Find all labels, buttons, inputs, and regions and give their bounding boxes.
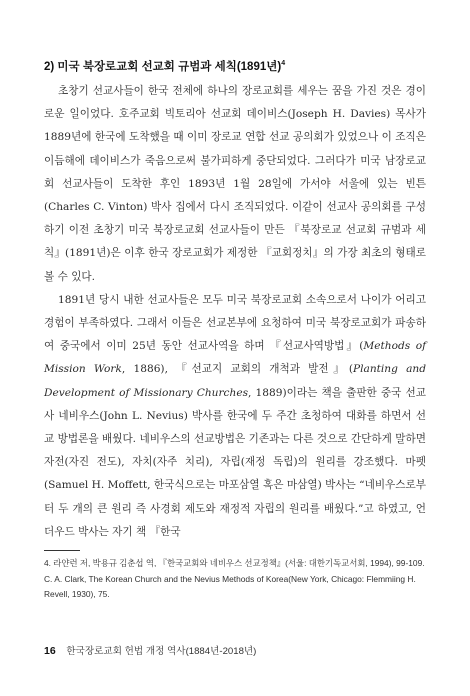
page-number: 16 [44, 645, 56, 657]
body-text [44, 80, 426, 544]
paragraph-text: , 1889)이라는 책을 출판한 중국 선교사 네비우스(John L. Nevius) 박사를 한국에 두 주간 초청하여 대화를 하면서 선교 방법론을 배웠다. 네비우스의 선교방법은 기존과는 다른 것으로 간단하게 말하면 자전(자진 전도), 자치(자주 치리), 자립(재정 독립)의 원리를 강조했다. 마펫(Samuel H. Moffett, 한국식으로는 마포삼열 혹은 마삼열) 박사는 “네비우스로부터 두 개의 큰 원리 즉 사경회 제도와 재정적 자립의 원리를 배웠다.”고 하였고, 언더우드 박사는 자기 책 『한국 [44, 386, 426, 538]
italic-book-title: Planting and Development of Missionary Churches [44, 363, 426, 399]
paragraph-text: 초창기 선교사들이 한국 전체에 하나의 장로교회를 세우는 꿈을 가진 것은 경이로운 일이었다. 호주교회 빅토리아 선교회 데이비스(Joseph H. Davies) 목사가 1889년에 한국에 도착했을 때 이미 장로교 연합 선교 공의회가 있었으나 이 조직은 이듬해에 데이비스가 죽음으로써 불가피하게 중단되었다. 그러다가 미국 남장로교회 선교사들이 도착한 후인 1893년 1월 28일에 가서야 서울에 있는 빈튼(Charles C. Vinton) 박사 집에서 다시 조직되었다. 이같이 선교사 공의회를 구성하기 이전 초창기 미국 북장로교회 선교사들이 만든 『북장로교 선교회 규범과 세칙』(1891년)은 이후 한국 장로교회가 제정한 『교회정치』의 가장 최초의 형태로 볼 수 있다. [44, 85, 426, 283]
section-heading [44, 56, 434, 75]
running-title: 한국장로교회 헌법 개정 역사(1884년-2018년) [66, 646, 257, 657]
page-footer [44, 644, 256, 659]
italic-book-title: Methods of Mission Work [44, 340, 426, 376]
section-heading-text: 2) 미국 북장로교회 선교회 규범과 세칙(1891년) [44, 61, 282, 73]
paragraph-text: 1891년 당시 내한 선교사들은 모두 미국 북장로교회 소속으로서 나이가 어리고 경험이 부족하였다. 그래서 이들은 선교본부에 요청하여 미국 북장로교회가 파송하여 중국에서 이미 25년 동안 선교사역을 하며 『선교사역방법』( [44, 293, 426, 353]
paragraph [44, 80, 426, 289]
footnote: 4. 라얀런 저, 박용규 김춘섭 역, 『한국교회와 네비우스 선교정책』(서울: 대한기독교서회, 1994), 99-109. C. A. Clark, The Korean Church and the Nevius Methods of Korea(New York, Chicago: Flemmiing H. Revell, 1930), 75. [44, 558, 425, 600]
paragraph-text: , 1886), 『선교지 교회의 개척과 발전』( [121, 363, 353, 376]
footnote-reference: 4 [281, 60, 286, 67]
footnote-divider [44, 550, 80, 551]
paragraph [44, 289, 426, 544]
